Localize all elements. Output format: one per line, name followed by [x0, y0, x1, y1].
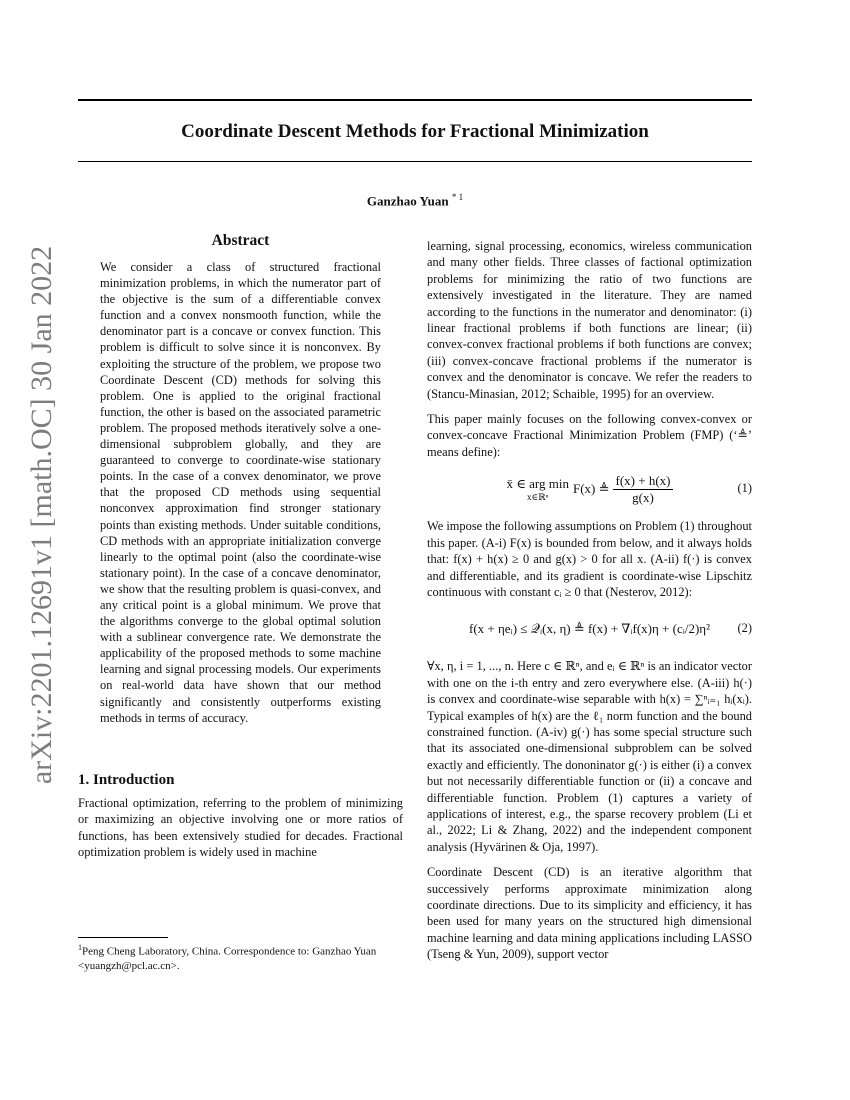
intro-paragraph-1: Fractional optimization, referring to the problem of minimizing or maximizing an objective involving one or more ratios of functions, has been extensively studied for decades. Fractional optimization problem is widely used in machine: [78, 795, 403, 859]
eq2-number: (2): [737, 621, 752, 636]
paper-title: Coordinate Descent Methods for Fractional Minimization: [181, 121, 649, 142]
top-rule: [78, 99, 752, 101]
equation-2: [427, 614, 752, 644]
eq1-fraction: [613, 473, 674, 506]
title-bottom-rule: [78, 161, 752, 162]
eq1-denominator: g(x): [632, 489, 654, 505]
footnote: [78, 941, 403, 973]
eq1-argmin-subscript: x∈ℝⁿ: [526, 492, 549, 503]
eq1-objective: F(x) ≜: [572, 481, 610, 497]
eq2-expression: f(x + ηeᵢ) ≤ 𝒬ᵢ(x, η) ≜ f(x) + ∇ᵢf(x)η + (cᵢ/2)η²: [469, 621, 710, 637]
intro-paragraph-3: We impose the following assumptions on Problem (1) throughout this paper. (A-i) F(x) is bounded from below, and it always holds that: f(x) + h(x) ≥ 0 and g(x) > 0 for all x. (A-ii) f(·) is convex and differentiable, and its gradient is coordinate-wise Lipschitz continuous with constant cᵢ ≥ 0 that (Nesterov, 2012):: [427, 519, 752, 599]
footnote-mark: 1: [78, 943, 82, 952]
eq1-argmin-text: x̄ ∈ arg min: [506, 476, 569, 492]
abstract-heading: Abstract: [211, 232, 270, 249]
equation-1: [427, 474, 752, 504]
arxiv-identifier: arXiv:2201.12691v1 [math.OC] 30 Jan 2022: [25, 245, 58, 785]
intro-paragraph-5: Coordinate Descent (CD) is an iterative algorithm that successively performs approximate minimization along coordinate directions. Due to its simplicity and efficiency, it has been used for many years on the structured high dimensional machine learning and data mining applications including LASSO (Tseng & Yun, 2009), support vector: [427, 865, 752, 962]
intro-paragraph-2: This paper mainly focuses on the following convex-convex or convex-concave Fractional Minimization Problem (FMP) (‘≜’ means define):: [427, 412, 752, 459]
arxiv-side-stamp: [22, 245, 62, 785]
footnote-text: Peng Cheng Laboratory, China. Correspondence to: Ganzhao Yuan <yuangzh@pcl.ac.cn>.: [78, 945, 377, 972]
introduction-heading: 1. Introduction: [78, 771, 175, 788]
eq1-argmin: [507, 476, 569, 502]
left-column: [78, 232, 403, 860]
abstract-body: We consider a class of structured fractional minimization problems, in which the numerator part of the objective is the sum of a differentiable convex function and a convex nonsmooth function, while the denominator part is a concave or convex function. This problem is difficult to solve since it is nonconvex. By exploiting the structure of the problem, we propose two Coordinate Descent (CD) methods for solving this problem. One is applied to the original fractional function, the other is based on the associated parametric problem. The proposed methods iteratively solve a one-dimensional subproblem globally, and they are guaranteed to converge to coordinate-wise stationary points. In the case of a convex denominator, we prove that the proposed CD methods using sequential nonconvex approximation find stronger stationary points than existing methods. Under suitable conditions, CD methods with an appropriate initialization converge linearly to the optimal point (also the coordinate-wise stationary point). In the case of a concave denominator, we show that the resulting problem is quasi-convex, and any critical point is a global minimum. We prove that the algorithms converge to the global optimal solution with a sublinear convergence rate. We demonstrate the applicability of the proposed methods to some machine learning and signal processing models. Our experiments on real-world data have shown that our method significantly and consistently outperforms existing methods in terms of accuracy.: [100, 260, 381, 725]
eq1-numerator: f(x) + h(x): [613, 473, 674, 490]
intro-paragraph-1-continued: learning, signal processing, economics, wireless communication and many other fields. Three classes of factional optimization problems for minimizing the ratio of two functions are extensively investigated in the literature. They are named according to the functions in the numerator and denominator: (i) linear fractional problems if both functions are linear; (ii) convex-convex fractional problems if both functions are convex; (iii) convex-concave fractional problems if the numerator is convex and the denominator is concave. We refer the readers to (Stancu-Minasian, 2012; Schaible, 1995) for an overview.: [427, 239, 752, 401]
intro-paragraph-4: ∀x, η, i = 1, ..., n. Here c ∈ ℝⁿ, and eᵢ ∈ ℝⁿ is an indicator vector with one on the i-th entry and zero everywhere else. (A-iii) h(·) is convex and coordinate-wise separable with h(x) = ∑ⁿᵢ₌₁ hᵢ(xᵢ). Typical examples of h(x) are the ℓ₁ norm function and the bound constrained function. (A-iv) g(·) has some special structure such that its associated one-dimensional subproblem can be solved exactly and efficiently. The dononinator g(·) is either (i) a convex but not necessarily differentiable function or (ii) a concave and differentiable function. Problem (1) captures a variety of applications of interest, e.g., the sparse recovery problem (Li et al., 2022; Li & Zhang, 2022) and the independent component analysis (Hyvärinen & Oja, 1997).: [427, 659, 752, 854]
eq1-number: (1): [737, 481, 752, 496]
author-line: [78, 192, 752, 209]
author-name: Ganzhao Yuan: [366, 193, 449, 209]
right-column: [427, 238, 752, 963]
footnote-rule: [78, 937, 168, 938]
author-affiliation-marks: * 1: [451, 192, 464, 202]
